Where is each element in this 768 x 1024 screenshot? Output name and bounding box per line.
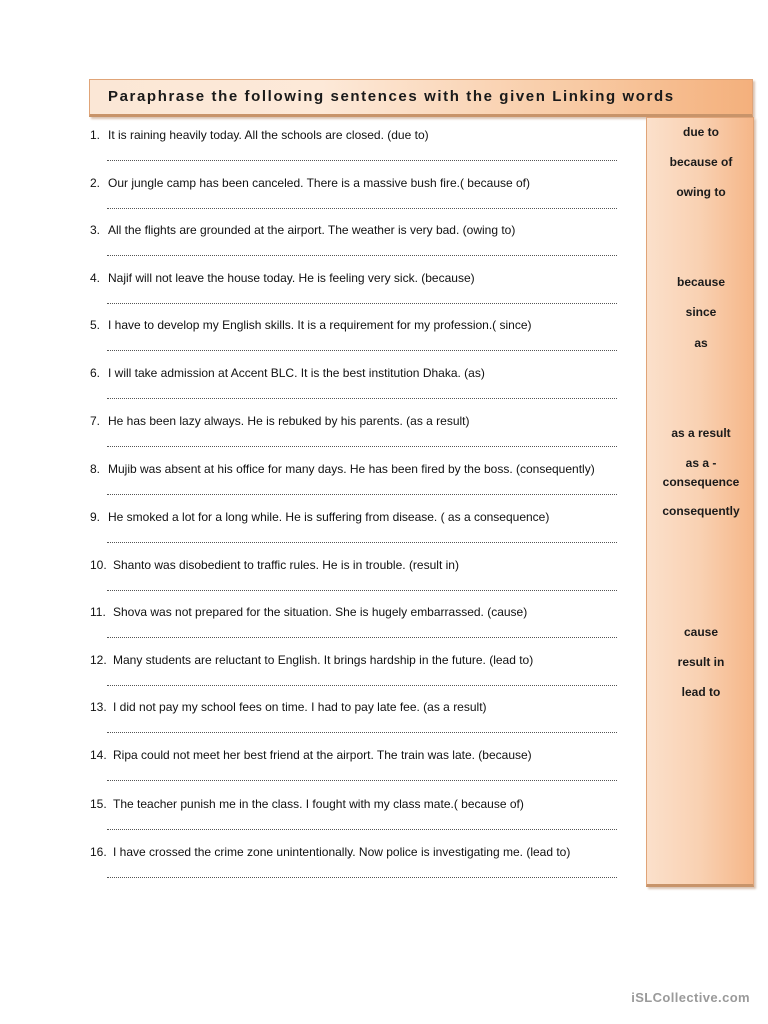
question-text: All the flights are grounded at the airport. The weather is very bad. (owing to) (108, 223, 516, 237)
answer-line[interactable] (107, 631, 617, 638)
question-text: Shanto was disobedient to traffic rules. He is in trouble. (result in) (113, 558, 459, 572)
answer-line[interactable] (107, 440, 617, 447)
question-text: The teacher punish me in the class. I fought with my class mate.( because of) (113, 797, 524, 811)
question-item (90, 462, 630, 477)
question-text: It is raining heavily today. All the schools are closed. (due to) (108, 128, 429, 142)
linking-word: since (685, 305, 717, 319)
answer-line[interactable] (107, 154, 617, 161)
linking-word: as a - (685, 456, 717, 470)
question-text: Many students are reluctant to English. It brings hardship in the future. (lead to) (113, 653, 534, 667)
linking-word: lead to (681, 685, 721, 699)
linking-word: owing to (676, 185, 726, 199)
question-number: 14. (90, 748, 107, 762)
answer-line[interactable] (107, 584, 617, 591)
question-text: Shova was not prepared for the situation. She is hugely embarrassed. (cause) (113, 605, 528, 619)
answer-line[interactable] (107, 823, 617, 830)
question-text: I will take admission at Accent BLC. It is the best institution Dhaka. (as) (108, 366, 485, 380)
question-text: I have to develop my English skills. It is a requirement for my profession.( since) (108, 318, 532, 332)
question-number: 11. (90, 605, 106, 619)
question-item (90, 558, 630, 573)
linking-word: because (676, 275, 726, 289)
question-text: Ripa could not meet her best friend at the airport. The train was late. (because) (113, 748, 532, 762)
question-item (90, 700, 630, 715)
question-number: 12. (90, 653, 107, 667)
question-text: I have crossed the crime zone unintentionally. Now police is investigating me. (lead to) (113, 845, 571, 859)
question-item (90, 797, 630, 812)
question-item (90, 605, 630, 620)
linking-word: because of (669, 155, 733, 169)
question-number: 15. (90, 797, 107, 811)
worksheet-title: Paraphrase the following sentences with the given Linking words (108, 88, 675, 105)
question-number: 9. (90, 510, 101, 524)
question-item (90, 510, 630, 525)
answer-line[interactable] (107, 726, 617, 733)
question-item (90, 366, 630, 381)
question-item (90, 653, 630, 668)
answer-line[interactable] (107, 249, 617, 256)
question-item (90, 128, 630, 143)
question-number: 6. (90, 366, 101, 380)
linking-word: due to (683, 125, 719, 139)
site-watermark: iSLCollective.com (631, 990, 750, 1005)
answer-line[interactable] (107, 679, 617, 686)
question-item (90, 414, 630, 429)
question-item (90, 271, 630, 286)
question-number: 8. (90, 462, 101, 476)
linking-word: consequently (662, 504, 740, 518)
answer-line[interactable] (107, 392, 617, 399)
question-item (90, 318, 630, 333)
question-item (90, 845, 630, 860)
linking-word: cause (683, 625, 719, 639)
linking-word: result in (677, 655, 725, 669)
question-item (90, 748, 630, 763)
question-item (90, 176, 630, 191)
linking-word: consequence (662, 475, 740, 489)
question-number: 2. (90, 176, 101, 190)
question-number: 16. (90, 845, 107, 859)
question-number: 13. (90, 700, 107, 714)
linking-words-sidebar (646, 117, 754, 887)
question-text: Najif will not leave the house today. He is feeling very sick. (because) (108, 271, 475, 285)
question-text: Our jungle camp has been canceled. There is a massive bush fire.( because of) (108, 176, 531, 190)
question-number: 4. (90, 271, 101, 285)
question-text: Mujib was absent at his office for many days. He has been fired by the boss. (consequently) (108, 462, 595, 476)
answer-line[interactable] (107, 488, 617, 495)
answer-line[interactable] (107, 871, 617, 878)
question-text: He has been lazy always. He is rebuked by his parents. (as a result) (108, 414, 470, 428)
question-number: 5. (90, 318, 101, 332)
answer-line[interactable] (107, 536, 617, 543)
worksheet-title-bar (89, 79, 753, 117)
answer-line[interactable] (107, 344, 617, 351)
linking-word: as a result (671, 426, 731, 440)
question-item (90, 223, 630, 238)
question-text: I did not pay my school fees on time. I had to pay late fee. (as a result) (113, 700, 487, 714)
question-number: 10. (90, 558, 107, 572)
question-number: 3. (90, 223, 101, 237)
answer-line[interactable] (107, 202, 617, 209)
question-number: 1. (90, 128, 101, 142)
answer-line[interactable] (107, 297, 617, 304)
question-text: He smoked a lot for a long while. He is suffering from disease. ( as a consequence) (108, 510, 550, 524)
answer-line[interactable] (107, 774, 617, 781)
question-number: 7. (90, 414, 101, 428)
linking-word: as (694, 336, 708, 350)
